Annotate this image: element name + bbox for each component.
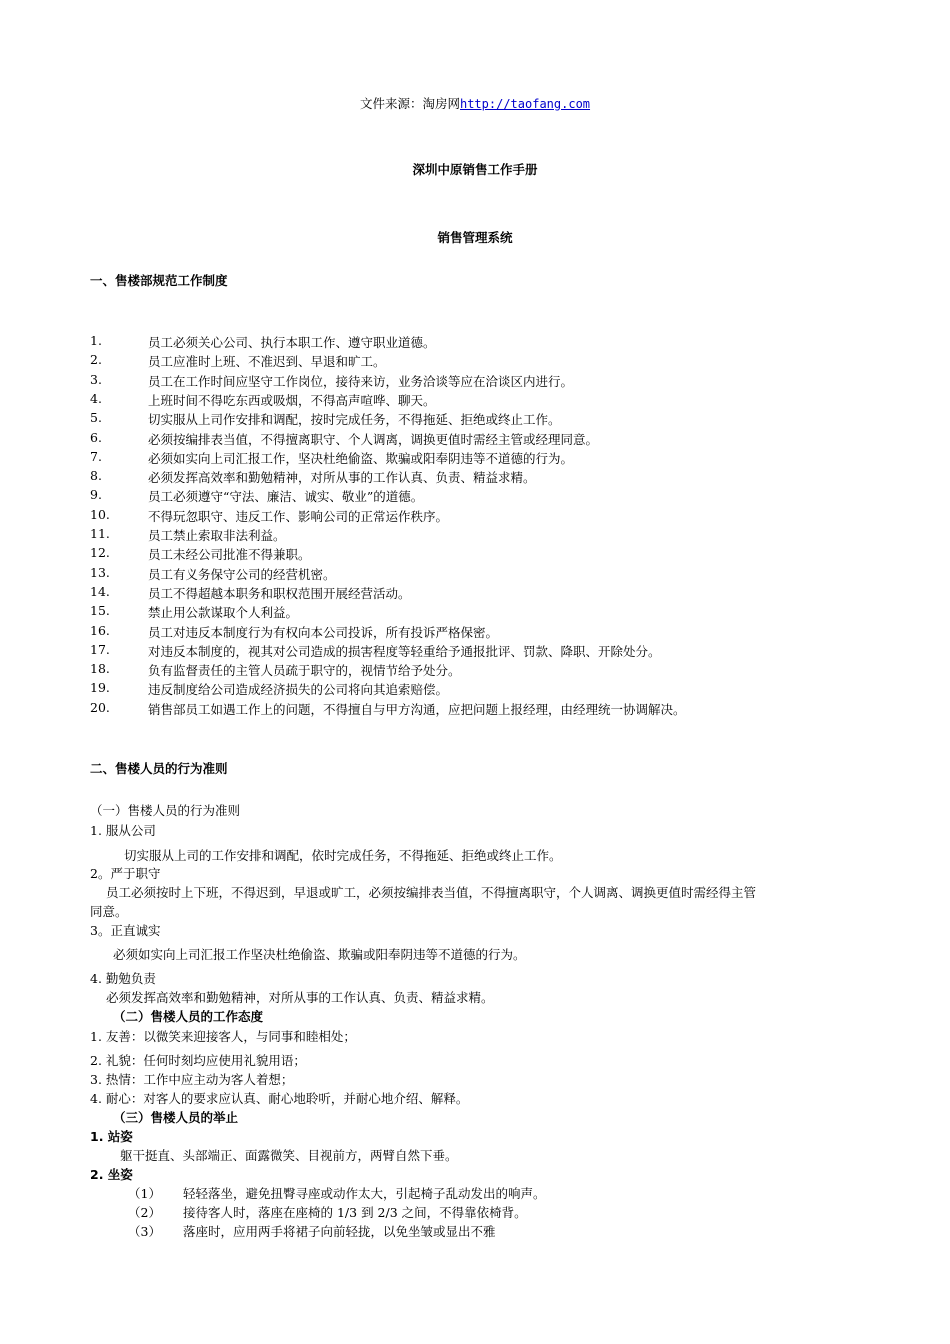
attitude-item: 4. 耐心：对客人的要求应认真、耐心地聆听，并耐心地介绍、解释。 <box>90 1091 469 1106</box>
rule-number: 4. <box>90 391 102 406</box>
sit-item-num: （3） <box>128 1224 161 1239</box>
source-line <box>0 94 950 112</box>
item-diligent-title: 4. 勤勉负责 <box>90 971 156 986</box>
document-subtitle: 销售管理系统 <box>437 230 513 245</box>
rule-number: 19. <box>90 680 110 695</box>
sub3-heading: （三）售楼人员的举止 <box>113 1110 239 1125</box>
rule-number: 18. <box>90 661 110 676</box>
rule-number: 20. <box>90 700 110 715</box>
sit-title: 2. 坐姿 <box>90 1167 133 1182</box>
rule-text: 违反制度给公司造成经济损失的公司将向其追索赔偿。 <box>148 682 449 697</box>
sit-item-text: 落座时，应用两手将裙子向前轻拢，以免坐皱或显出不雅 <box>183 1224 496 1239</box>
rule-text: 员工应准时上班、不准迟到、早退和旷工。 <box>148 354 386 369</box>
rule-number: 13. <box>90 565 110 580</box>
rule-text: 必须发挥高效率和勤勉精神，对所从事的工作认真、负责、精益求精。 <box>148 470 536 485</box>
rule-text: 切实服从上司作安排和调配，按时完成任务，不得拖延、拒绝或终止工作。 <box>148 412 561 427</box>
item-duty-text-1: 员工必须按时上下班，不得迟到，早退或旷工，必须按编排表当值，不得擅离职守，个人调离、调换更值时需经得主管 <box>106 885 757 900</box>
attitude-item: 3. 热情：工作中应主动为客人着想； <box>90 1072 294 1087</box>
rule-text: 员工必须遵守“守法、廉洁、诚实、敬业”的道德。 <box>148 489 424 504</box>
document-title: 深圳中原销售工作手册 <box>412 162 538 177</box>
attitude-item: 2. 礼貌：任何时刻均应使用礼貌用语； <box>90 1053 306 1068</box>
rule-text: 禁止用公款谋取个人利益。 <box>148 605 299 620</box>
stand-title: 1. 站姿 <box>90 1129 133 1144</box>
rule-text: 销售部员工如遇工作上的问题，不得擅自与甲方沟通，应把问题上报经理，由经理统一协调解决。 <box>148 702 686 717</box>
item-honest-title: 3。正直诚实 <box>90 923 161 938</box>
section2-heading: 二、售楼人员的行为准则 <box>90 761 228 776</box>
sit-item-text: 轻轻落坐，避免扭臀寻座或动作太大，引起椅子乱动发出的响声。 <box>183 1186 546 1201</box>
source-label: 文件来源：淘房网 <box>359 96 460 111</box>
rule-text: 上班时间不得吃东西或吸烟，不得高声喧哗、聊天。 <box>148 393 436 408</box>
rule-text: 员工不得超越本职务和职权范围开展经营活动。 <box>148 586 411 601</box>
source-link[interactable]: http://taofang.com <box>459 97 591 111</box>
rule-text: 必须按编排表当值，不得擅离职守、个人调离，调换更值时需经主管或经理同意。 <box>148 432 599 447</box>
rule-number: 2. <box>90 352 102 367</box>
rule-number: 8. <box>90 468 102 483</box>
rule-number: 3. <box>90 372 102 387</box>
rule-number: 10. <box>90 507 110 522</box>
rule-number: 15. <box>90 603 110 618</box>
rule-number: 11. <box>90 526 110 541</box>
rule-text: 员工未经公司批准不得兼职。 <box>148 547 311 562</box>
rule-text: 不得玩忽职守、违反工作、影响公司的正常运作秩序。 <box>148 509 449 524</box>
rule-number: 1. <box>90 333 102 348</box>
item-obey-text: 切实服从上司的工作安排和调配，依时完成任务，不得拖延、拒绝或终止工作。 <box>124 848 562 863</box>
rule-text: 员工对违反本制度行为有权向本公司投诉，所有投诉严格保密。 <box>148 625 499 640</box>
rule-number: 6. <box>90 430 102 445</box>
sit-item-num: （1） <box>128 1186 161 1201</box>
rule-text: 员工禁止索取非法利益。 <box>148 528 286 543</box>
rule-number: 17. <box>90 642 110 657</box>
rule-text: 负有监督责任的主管人员疏于职守的，视情节给予处分。 <box>148 663 461 678</box>
rule-text: 员工必须关心公司、执行本职工作、遵守职业道德。 <box>148 335 436 350</box>
rule-number: 16. <box>90 623 110 638</box>
item-duty-title: 2。严于职守 <box>90 866 161 881</box>
item-obey-title: 1. 服从公司 <box>90 823 156 838</box>
sub2-heading: （二）售楼人员的工作态度 <box>113 1009 264 1024</box>
rule-number: 5. <box>90 410 102 425</box>
rule-text: 必须如实向上司汇报工作，坚决杜绝偷盗、欺骗或阳奉阴违等不道德的行为。 <box>148 451 574 466</box>
attitude-item: 1. 友善：以微笑来迎接客人，与同事和睦相处； <box>90 1029 356 1044</box>
rule-number: 14. <box>90 584 110 599</box>
sit-item-num: （2） <box>128 1205 161 1220</box>
rule-number: 9. <box>90 487 102 502</box>
stand-text: 躯干挺直、头部端正、面露微笑、目视前方，两臂自然下垂。 <box>120 1148 458 1163</box>
rule-text: 员工在工作时间应坚守工作岗位，接待来访，业务洽谈等应在洽谈区内进行。 <box>148 374 574 389</box>
section1-heading: 一、售楼部规范工作制度 <box>90 273 228 288</box>
item-honest-text: 必须如实向上司汇报工作坚决杜绝偷盗、欺骗或阳奉阴违等不道德的行为。 <box>113 947 526 962</box>
rule-number: 12. <box>90 545 110 560</box>
sit-item-text: 接待客人时，落座在座椅的 1/3 到 2/3 之间，不得靠依椅背。 <box>183 1205 527 1220</box>
item-duty-text-2: 同意。 <box>90 904 128 919</box>
rule-text: 员工有义务保守公司的经营机密。 <box>148 567 336 582</box>
sub1-heading: （一）售楼人员的行为准则 <box>90 803 241 818</box>
rule-number: 7. <box>90 449 102 464</box>
item-diligent-text: 必须发挥高效率和勤勉精神，对所从事的工作认真、负责、精益求精。 <box>106 990 494 1005</box>
rule-text: 对违反本制度的，视其对公司造成的损害程度等轻重给予通报批评、罚款、降职、开除处分。 <box>148 644 661 659</box>
